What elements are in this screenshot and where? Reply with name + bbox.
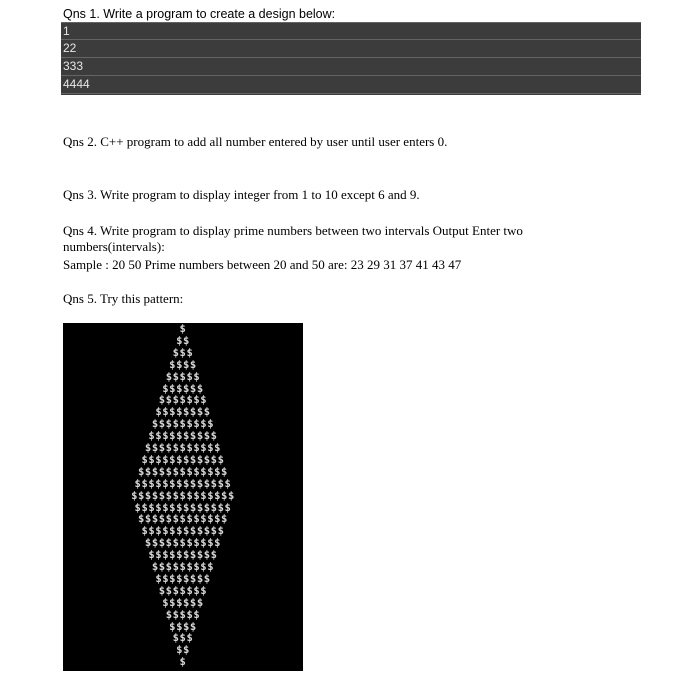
pattern-row: $$$$ — [169, 358, 197, 371]
pattern-row: $$$$$$$$$$$$$$ — [134, 477, 232, 490]
pattern-row: $$$$$$ — [162, 382, 204, 395]
pattern-row: $$$$$$$$ — [155, 406, 211, 419]
pattern-row: $$$$$ — [165, 608, 201, 621]
question-2: Qns 2. C++ program to add all number entered by user until user enters 0. — [63, 134, 448, 149]
pattern-row: $$$ — [172, 346, 194, 359]
pattern-row: $$$$$$$$$ — [151, 561, 215, 573]
pattern-row: $$$$$$$ — [158, 394, 208, 407]
pattern-row: $$$$$$$$$$ — [148, 549, 218, 562]
question-1: Qns 1. Write a program to create a design below: — [63, 7, 336, 21]
pattern-row: $$$$$$$$$ — [151, 418, 215, 431]
pattern-row: $$$$$$ — [162, 596, 204, 609]
pattern-row: $$ — [176, 334, 190, 347]
pattern-row: $$$$$$$$$$$$$$$ — [131, 489, 235, 502]
pattern-row: $$$$$$$$ — [155, 572, 211, 585]
question-4-line-2: numbers(intervals): — [63, 239, 165, 254]
pattern-row: $$$$$$$$$$$ — [144, 442, 222, 454]
question-4-sample: Sample : 20 50 Prime numbers between 20 and 50 are: 23 29 31 37 41 43 47 — [63, 257, 462, 272]
question-3: Qns 3. Write program to display integer from 1 to 10 except 6 and 9. — [63, 187, 420, 202]
pattern-row: $$$$$ — [165, 370, 201, 383]
pattern-row: $ — [179, 323, 187, 335]
pattern-row: $$$$$$$ — [158, 584, 208, 597]
pattern-row: $$$$$$$$$$$$ — [141, 525, 225, 538]
pattern-row: $$$$$$$$$$$ — [144, 537, 222, 550]
pattern-row: $$$$$$$$$$$$$ — [138, 465, 228, 478]
question-4-line-1: Qns 4. Write program to display prime numbers between two intervals Output Enter two — [63, 223, 523, 238]
pattern-row: $$ — [176, 644, 190, 657]
dollar-diamond-pattern — [63, 323, 303, 671]
pattern-row: $$$ — [172, 632, 194, 645]
console-line: 1 — [61, 22, 641, 40]
pattern-row: $$$$$$$$$$ — [148, 430, 218, 443]
pattern-row: $$$$$$$$$$$$$ — [138, 513, 228, 526]
console-output — [61, 22, 641, 95]
pattern-row: $ — [179, 656, 187, 669]
console-line: 333 — [61, 58, 641, 76]
console-line: 4444 — [61, 76, 641, 94]
pattern-row: $$$$ — [169, 620, 197, 633]
console-line: 22 — [61, 40, 641, 58]
question-5: Qns 5. Try this pattern: — [63, 291, 184, 306]
pattern-row: $$$$$$$$$$$$ — [141, 453, 225, 466]
pattern-row: $$$$$$$$$$$$$$ — [134, 501, 232, 514]
